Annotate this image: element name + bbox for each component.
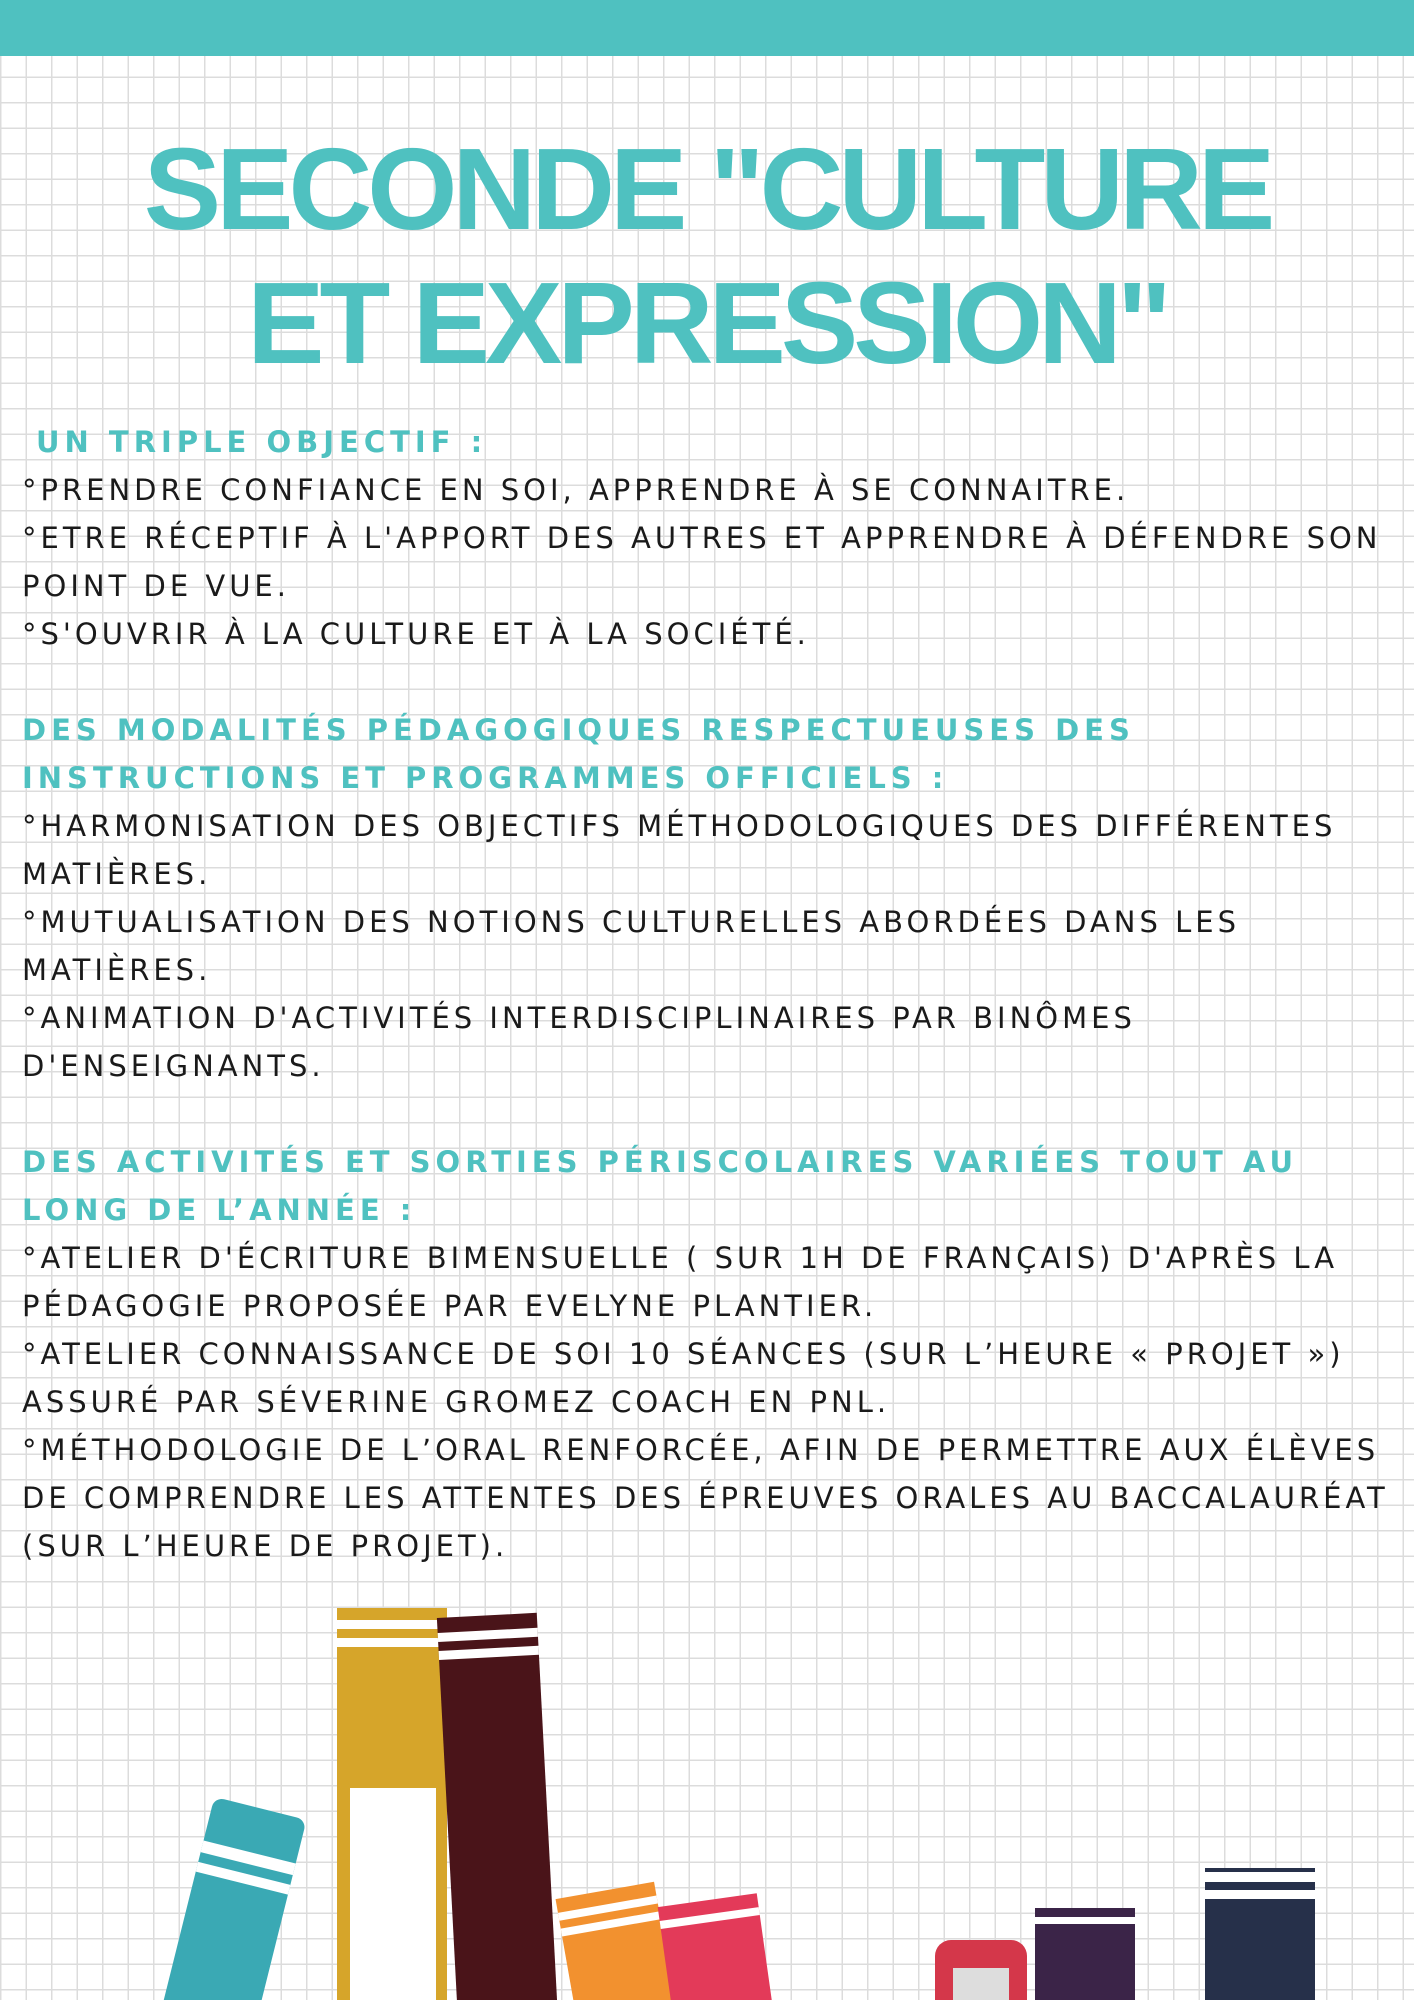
section-heading: DES MODALITÉS PÉDAGOGIQUES RESPECTUEUSES DES INSTRUCTIONS ET PROGRAMMES OFFICIELS : (22, 713, 1135, 795)
list-item: °S'OUVRIR À LA CULTURE ET À LA SOCIÉTÉ. (22, 617, 810, 651)
list-item: °ETRE RÉCEPTIF À L'APPORT DES AUTRES ET APPRENDRE À DÉFENDRE SON POINT DE VUE. (22, 521, 1382, 603)
teal-book-icon (159, 1797, 307, 2000)
page-title-line-2: ET EXPRESSION" (247, 258, 1167, 388)
list-item: °MÉTHODOLOGIE DE L’ORAL RENFORCÉE, AFIN DE PERMETTRE AUX ÉLÈVES DE COMPRENDRE LES ATTENTES DES ÉPREUVES ORALES AU BACCALAURÉAT (SUR L’HEURE DE PROJET). (22, 1433, 1389, 1563)
section-objectives (22, 418, 1402, 658)
books-illustration (0, 1590, 1414, 2000)
section-heading: UN TRIPLE OBJECTIF : (36, 425, 488, 459)
list-item: °ATELIER D'ÉCRITURE BIMENSUELLE ( SUR 1H DE FRANÇAIS) D'APRÈS LA PÉDAGOGIE PROPOSÉE PAR EVELYNE PLANTIER. (22, 1241, 1339, 1323)
list-item: °MUTUALISATION DES NOTIONS CULTURELLES ABORDÉES DANS LES MATIÈRES. (22, 905, 1240, 987)
navy-book-body (1205, 1868, 1315, 2000)
navy-book-band (1205, 1890, 1315, 1899)
maroon-book-body (437, 1613, 558, 2000)
section-heading: DES ACTIVITÉS ET SORTIES PÉRISCOLAIRES VARIÉES TOUT AU LONG DE L’ANNÉE : (22, 1145, 1299, 1227)
page-title (0, 122, 1414, 390)
purple-book-icon (1035, 1908, 1135, 2000)
teal-book-body (159, 1797, 307, 2000)
top-accent-bar (0, 0, 1414, 56)
red-book-label (953, 1968, 1009, 2000)
mustard-book-band (337, 1638, 447, 1647)
list-item: °ANIMATION D'ACTIVITÉS INTERDISCIPLINAIRES PAR BINÔMES D'ENSEIGNANTS. (22, 1001, 1136, 1083)
navy-book-icon (1205, 1868, 1315, 2000)
list-item: °ATELIER CONNAISSANCE DE SOI 10 SÉANCES (SUR L’HEURE « PROJET ») ASSURÉ PAR SÉVERINE GROMEZ COACH EN PNL. (22, 1337, 1345, 1419)
list-item: °PRENDRE CONFIANCE EN SOI, APPRENDRE À SE CONNAITRE. (22, 473, 1130, 507)
purple-book-band (1035, 1917, 1135, 1924)
section-activities (22, 1138, 1402, 1570)
mustard-book-band (337, 1620, 447, 1629)
mustard-book-icon (337, 1608, 447, 2000)
maroon-book-icon (437, 1613, 558, 2000)
page-title-line-1: SECONDE "CULTURE (143, 124, 1271, 254)
pink-book-icon (658, 1893, 778, 2000)
list-item: °HARMONISATION DES OBJECTIFS MÉTHODOLOGIQUES DES DIFFÉRENTES MATIÈRES. (22, 809, 1337, 891)
red-book-icon (935, 1940, 1027, 2000)
section-pedagogical-modalities (22, 706, 1402, 1090)
navy-book-band (1205, 1872, 1315, 1882)
content-body (22, 418, 1402, 1618)
pink-book-body (658, 1893, 778, 2000)
mustard-book-label (350, 1788, 436, 2000)
